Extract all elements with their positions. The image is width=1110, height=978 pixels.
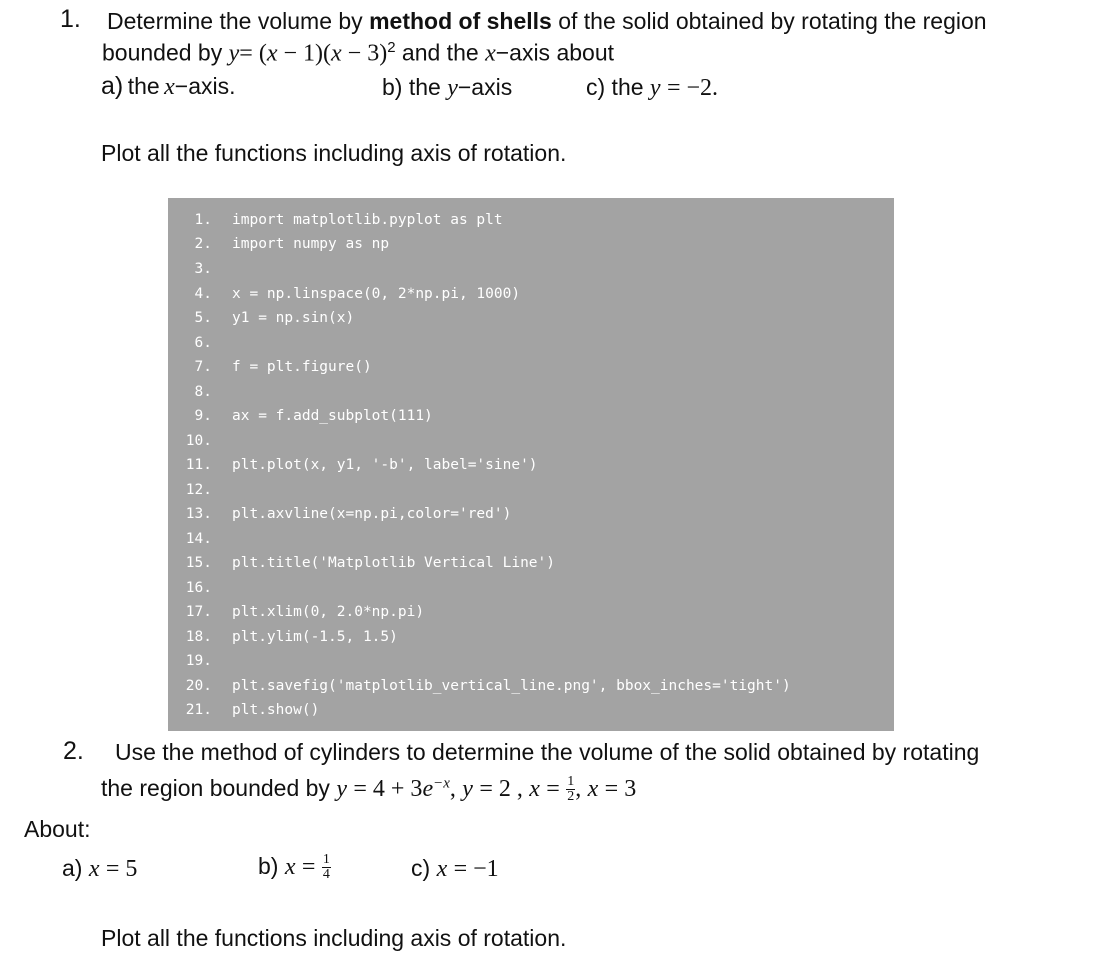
line-number: 21. (185, 702, 212, 718)
q2-y2-var: y (462, 776, 473, 802)
line-number: 2. (194, 236, 212, 252)
q2-part-b-label: b) (258, 853, 279, 879)
line-number: 14. (185, 531, 212, 547)
q1-axis-about: −axis about (495, 39, 614, 66)
q2-e-exponent: −x (433, 775, 450, 792)
q1-eq: = ( (239, 40, 267, 67)
q1-part-b-rest: −axis (457, 74, 513, 100)
q2-fraction-half (566, 775, 575, 804)
q2-x2-eq: = 3 (604, 776, 637, 802)
q2-part-c (411, 855, 499, 883)
line-number: 6. (194, 335, 212, 351)
q2-fraction-quarter (322, 853, 331, 882)
q1-part-a-the: the (127, 73, 160, 99)
question-2-line-1: Use the method of cylinders to determine the volume of the solid obtained by rotating (115, 739, 980, 765)
line-number: 15. (185, 555, 212, 571)
q1-and-the: and the (401, 39, 479, 66)
line-number: 7. (194, 359, 212, 375)
q2-part-b-eq: = (301, 854, 316, 880)
q1-x2: x (331, 40, 342, 67)
line-number: 17. (185, 604, 212, 620)
q1-f1: − 1)( (277, 40, 331, 67)
line-number: 20. (185, 678, 212, 694)
q2-plot-instruction: Plot all the functions including axis of rotation. (101, 925, 567, 951)
q2-x2-var: x (587, 776, 599, 802)
line-code: import matplotlib.pyplot as plt (232, 212, 503, 228)
question-2-line-2 (101, 775, 636, 804)
q2-part-a-var: x (88, 856, 100, 882)
question-1-number: 1. (60, 5, 81, 33)
q2-part-c-label: c) (411, 855, 431, 881)
question-1-line-2 (102, 39, 614, 68)
q1-part-b (382, 74, 512, 102)
q2-part-b (258, 853, 331, 882)
q2-region-bounded-by: the region bounded by (101, 775, 330, 801)
line-code: plt.title('Matplotlib Vertical Line') (232, 555, 556, 571)
q1-y-var: y (228, 40, 240, 67)
question-2-number: 2. (63, 737, 84, 765)
line-number: 5. (194, 310, 212, 326)
line-code: x = np.linspace(0, 2*np.pi, 1000) (232, 286, 521, 302)
q2-part-a (62, 855, 137, 883)
line-number: 10. (185, 433, 212, 449)
q2-frac-b-num: 1 (322, 852, 330, 868)
q1-x1: x (266, 40, 278, 67)
q1-bold-method: method of shells (369, 8, 552, 34)
q2-part-c-var: x (436, 856, 448, 882)
q1-plot-instruction: Plot all the functions including axis of rotation. (101, 140, 567, 166)
q1-part-c (586, 74, 718, 102)
line-number: 4. (194, 286, 212, 302)
q2-x1-var: x (529, 776, 540, 802)
q1-part-a-label: a) (101, 72, 124, 100)
line-code: plt.show() (232, 702, 320, 718)
q1-part-c-rest: = −2. (666, 75, 719, 101)
line-number: 19. (185, 653, 212, 669)
line-number: 18. (185, 629, 212, 645)
q1-part-b-var: y (447, 75, 458, 101)
q2-y1-eq: = 4 + 3 (353, 776, 423, 802)
q1-part-a-var: x (164, 74, 175, 100)
line-number: 16. (185, 580, 212, 596)
q2-y2-eq: = 2 , (479, 776, 523, 802)
q2-e: e (422, 776, 434, 802)
q1-bounded-by: bounded by (102, 39, 223, 66)
q1-intro: Determine the volume by (107, 8, 363, 34)
line-code: f = plt.figure() (232, 359, 372, 375)
q1-exponent: 2 (387, 39, 396, 56)
line-number: 9. (194, 408, 212, 424)
line-code: plt.axvline(x=np.pi,color='red') (232, 506, 512, 522)
q1-rest: of the solid obtained by rotating the region (558, 8, 987, 34)
q2-part-a-label: a) (62, 855, 83, 881)
q2-x1-eq: = (546, 776, 560, 802)
q1-part-b-label: b) the (382, 74, 441, 100)
line-number: 1. (194, 212, 212, 228)
q2-sep1: , (449, 776, 456, 802)
q2-frac-b-den: 4 (322, 867, 330, 883)
q2-frac1-num: 1 (567, 774, 575, 790)
q1-part-a-rest: −axis. (174, 73, 236, 99)
q1-x-axis-var: x (485, 40, 496, 67)
line-number: 3. (194, 261, 212, 277)
code-block (168, 198, 894, 731)
q1-f2: − 3) (341, 40, 388, 67)
line-code: ax = f.add_subplot(111) (232, 408, 433, 424)
q2-frac1-den: 2 (567, 789, 575, 805)
q2-part-b-var: x (284, 854, 296, 880)
q1-part-c-label: c) the (586, 74, 644, 100)
q2-sep2: , (575, 776, 582, 802)
q1-part-c-var: y (649, 75, 661, 101)
question-1-line-1 (107, 8, 987, 35)
q1-part-a (101, 72, 236, 101)
line-number: 12. (185, 482, 212, 498)
line-code: plt.ylim(-1.5, 1.5) (232, 629, 398, 645)
line-code: plt.savefig('matplotlib_vertical_line.png', bbox_inches='tight') (232, 678, 791, 694)
line-code: plt.plot(x, y1, '-b', label='sine') (232, 457, 538, 473)
line-code: plt.xlim(0, 2.0*np.pi) (232, 604, 425, 620)
q2-part-a-val: = 5 (105, 856, 138, 882)
line-code: y1 = np.sin(x) (232, 310, 355, 326)
q2-part-c-val: = −1 (453, 856, 499, 882)
line-code: import numpy as np (232, 236, 390, 252)
line-number: 8. (194, 384, 212, 400)
q2-y1-var: y (336, 776, 347, 802)
line-number: 13. (185, 506, 212, 522)
line-number: 11. (185, 457, 212, 473)
q2-about-label: About: (24, 816, 91, 842)
